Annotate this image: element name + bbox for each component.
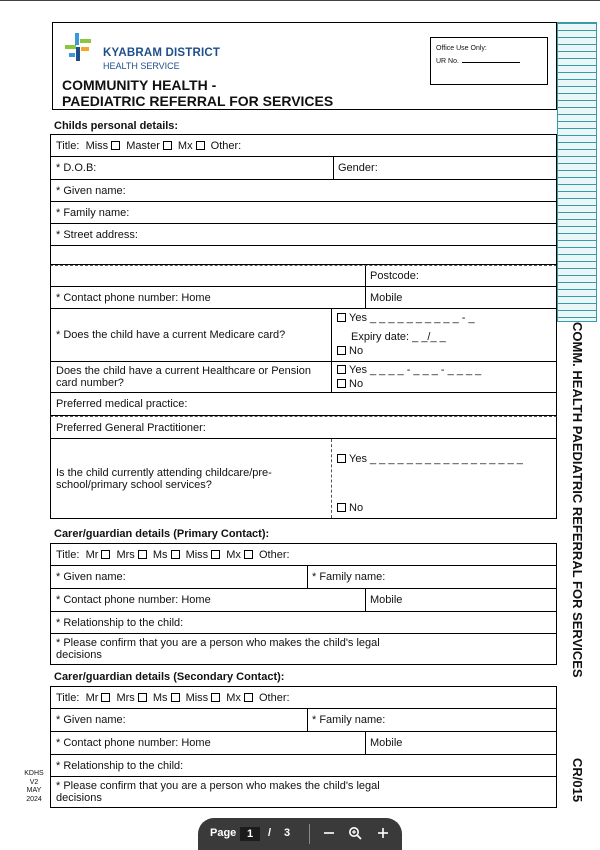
organisation-logo: [61, 31, 221, 71]
postcode-label: Postcode:: [370, 270, 419, 282]
gp-label: Preferred General Practitioner:: [56, 421, 206, 434]
title-label: Title:: [56, 548, 80, 561]
healthcare-question: Does the child have a current Healthcare or Pension card number?: [56, 365, 311, 389]
home-phone-label: * Contact phone number: Home: [56, 737, 211, 749]
checkbox-mr[interactable]: [101, 693, 110, 702]
healthcare-number-line: Yes _ _ _ _ - _ _ _ - _ _ _ _: [349, 364, 482, 376]
title-label: Title:: [56, 139, 80, 152]
option-ms-label: Ms: [152, 548, 168, 561]
dob-field[interactable]: [51, 157, 96, 179]
checkbox-miss[interactable]: [211, 693, 220, 702]
carer2-title-row: [50, 686, 557, 709]
address-line-2[interactable]: [50, 246, 557, 265]
office-use-label: Office Use Only:: [436, 45, 487, 52]
zoom-out-button[interactable]: [318, 822, 340, 844]
family-name-row[interactable]: [50, 202, 557, 224]
carer1-name-row: [50, 566, 557, 589]
home-phone-field[interactable]: [51, 287, 211, 308]
child-title-row: [50, 134, 557, 157]
home-phone-label: * Contact phone number: Home: [56, 291, 211, 304]
logo-mark-icon: [61, 31, 95, 65]
minus-icon: [323, 827, 335, 839]
no-label: No: [349, 502, 364, 514]
carer2-relationship-row[interactable]: [50, 755, 557, 777]
home-phone-label: * Contact phone number: Home: [56, 594, 211, 606]
medicare-no-option[interactable]: [337, 345, 363, 357]
childcare-no-option[interactable]: [337, 502, 363, 514]
checkbox-healthcare-yes[interactable]: [337, 365, 346, 374]
option-mrs-label: Mrs: [116, 691, 135, 704]
version-line: KDHS: [24, 770, 44, 777]
checkbox-ms[interactable]: [171, 693, 180, 702]
version-info: [22, 770, 46, 804]
page-label: Page: [210, 827, 237, 839]
checkbox-mx[interactable]: [244, 550, 253, 559]
option-other-label: Other:: [210, 139, 242, 152]
postcode-field[interactable]: [365, 266, 419, 286]
option-other-label: Other:: [258, 548, 290, 561]
checkbox-mr[interactable]: [101, 550, 110, 559]
gender-label: Gender:: [338, 162, 378, 174]
checkbox-mx[interactable]: [244, 693, 253, 702]
checkbox-medicare-yes[interactable]: [337, 313, 346, 322]
option-mrs-label: Mrs: [116, 548, 135, 561]
carer1-given-field[interactable]: [51, 566, 126, 588]
checkbox-childcare-yes[interactable]: [337, 454, 346, 463]
dob-gender-row: [50, 157, 557, 180]
medicare-number-line: Yes _ _ _ _ _ _ _ _ _ _ - _: [349, 312, 475, 324]
medical-practice-label: Preferred medical practice:: [56, 398, 188, 410]
form-header: [52, 22, 557, 110]
checkbox-master[interactable]: [163, 141, 172, 150]
carer1-title-row: [50, 543, 557, 566]
option-miss-label: Miss: [85, 139, 109, 152]
gp-row[interactable]: [50, 416, 557, 439]
child-phone-row: [50, 287, 557, 309]
dob-label: * D.O.B:: [56, 162, 97, 174]
page-separator: /: [268, 827, 272, 839]
title-label: Title:: [56, 691, 80, 704]
section-heading-primary-carer: Carer/guardian details (Primary Contact):: [54, 528, 270, 540]
mobile-label: Mobile: [370, 594, 403, 606]
form-code: CR/015: [570, 758, 585, 803]
option-master-label: Master: [126, 139, 160, 152]
option-mr-label: Mr: [85, 548, 99, 561]
form-title-line1: COMMUNITY HEALTH -: [62, 77, 217, 93]
healthcare-row: [50, 362, 557, 393]
org-name: KYABRAM DISTRICT: [103, 47, 221, 59]
carer2-name-row: [50, 709, 557, 732]
checkbox-mx[interactable]: [196, 141, 205, 150]
plus-icon: [377, 827, 389, 839]
checkbox-mrs[interactable]: [138, 550, 147, 559]
top-border: [0, 0, 600, 1]
carer2-phone-row: [50, 732, 557, 755]
pager-divider: [309, 824, 310, 844]
carer1-family-field[interactable]: [307, 566, 385, 588]
expiry-date-field[interactable]: [351, 331, 446, 343]
gender-field[interactable]: [333, 157, 378, 179]
mobile-label: Mobile: [370, 291, 403, 304]
no-label: No: [349, 345, 364, 357]
carer2-family-field[interactable]: [307, 709, 385, 731]
carer2-confirm-row[interactable]: [50, 777, 557, 808]
family-name-label: * Family name:: [56, 206, 130, 219]
version-line: 2024: [26, 795, 42, 803]
option-mr-label: Mr: [85, 691, 99, 704]
mobile-label: Mobile: [370, 737, 403, 749]
carer1-relationship-row[interactable]: [50, 612, 557, 634]
ur-label: UR No.: [436, 58, 459, 65]
childcare-yes-option[interactable]: [337, 453, 523, 465]
given-name-row[interactable]: [50, 180, 557, 202]
ur-line: [462, 56, 520, 63]
version-line: V2: [29, 778, 39, 786]
relationship-label: * Relationship to the child:: [56, 759, 184, 772]
childcare-question: Is the child currently attending childcare/pre-school/primary school services?: [56, 466, 272, 491]
medical-practice-row[interactable]: [50, 393, 557, 416]
healthcare-yes-option[interactable]: [337, 364, 481, 376]
page-controls: [198, 818, 402, 850]
family-name-label: * Family name:: [312, 714, 386, 726]
given-name-label: * Given name:: [56, 714, 126, 726]
form-title-line2: PAEDIATRIC REFERRAL FOR SERVICES: [62, 93, 334, 109]
zoom-in-button[interactable]: [372, 822, 394, 844]
section-heading-secondary-carer: Carer/guardian details (Secondary Contact):: [54, 671, 285, 683]
option-mx-label: Mx: [177, 139, 193, 152]
legal-decision-confirm-label: * Please confirm that you are a person who makes the child's legal decisions: [56, 637, 380, 661]
mobile-field[interactable]: [365, 287, 402, 308]
given-name-label: * Given name:: [56, 184, 126, 197]
side-tab-pattern: [557, 22, 597, 322]
version-line: MAY: [26, 787, 42, 794]
option-miss-label: Miss: [185, 548, 209, 561]
checkbox-miss[interactable]: [111, 141, 120, 150]
option-ms-label: Ms: [152, 691, 168, 704]
given-name-label: * Given name:: [56, 571, 126, 583]
carer1-home-phone-field[interactable]: [51, 589, 211, 611]
address-postcode-row: [50, 265, 557, 287]
medicare-row: [50, 309, 557, 362]
carer2-given-field[interactable]: [51, 709, 126, 731]
carer2-home-phone-field[interactable]: [51, 732, 211, 754]
checkbox-mrs[interactable]: [138, 693, 147, 702]
carer2-mobile-field[interactable]: [365, 732, 402, 754]
checkbox-medicare-no[interactable]: [337, 346, 346, 355]
expiry-date-label: Expiry date: _ _/_ _: [351, 331, 446, 343]
carer1-mobile-field[interactable]: [365, 589, 402, 611]
childcare-details-line: Yes _ _ _ _ _ _ _ _ _ _ _ _ _ _ _ _ _: [349, 453, 523, 465]
family-name-label: * Family name:: [312, 571, 386, 583]
side-tab-title: COMM. HEALTH PAEDIATRIC REFERRAL FOR SERVICES: [570, 322, 585, 678]
childcare-row: [50, 439, 557, 519]
zoom-reset-button[interactable]: [344, 822, 366, 844]
no-label: No: [349, 378, 364, 390]
section-heading-child: Childs personal details:: [54, 120, 179, 132]
carer1-confirm-row[interactable]: [50, 634, 557, 665]
page-number-input[interactable]: 1: [240, 827, 260, 841]
option-mx-label: Mx: [226, 548, 241, 561]
magnifier-icon: [348, 826, 362, 840]
checkbox-healthcare-no[interactable]: [337, 379, 346, 388]
checkbox-miss[interactable]: [211, 550, 220, 559]
street-address-label: * Street address:: [56, 228, 138, 241]
ur-number-field[interactable]: [436, 55, 542, 68]
street-address-row[interactable]: [50, 224, 557, 246]
medicare-yes-option[interactable]: [337, 312, 475, 324]
carer1-phone-row: [50, 589, 557, 612]
org-subname: HEALTH SERVICE: [103, 61, 180, 71]
option-mx-label: Mx: [226, 691, 241, 704]
checkbox-ms[interactable]: [171, 550, 180, 559]
option-miss-label: Miss: [185, 691, 209, 704]
legal-decision-confirm-label: * Please confirm that you are a person who makes the child's legal decisions: [56, 780, 380, 804]
checkbox-childcare-no[interactable]: [337, 503, 346, 512]
healthcare-no-option[interactable]: [337, 378, 363, 390]
relationship-label: * Relationship to the child:: [56, 616, 184, 629]
medicare-question: * Does the child have a current Medicare card?: [56, 329, 286, 341]
page-total: 3: [284, 827, 291, 839]
option-other-label: Other:: [258, 691, 290, 704]
office-use-box: [430, 37, 548, 85]
